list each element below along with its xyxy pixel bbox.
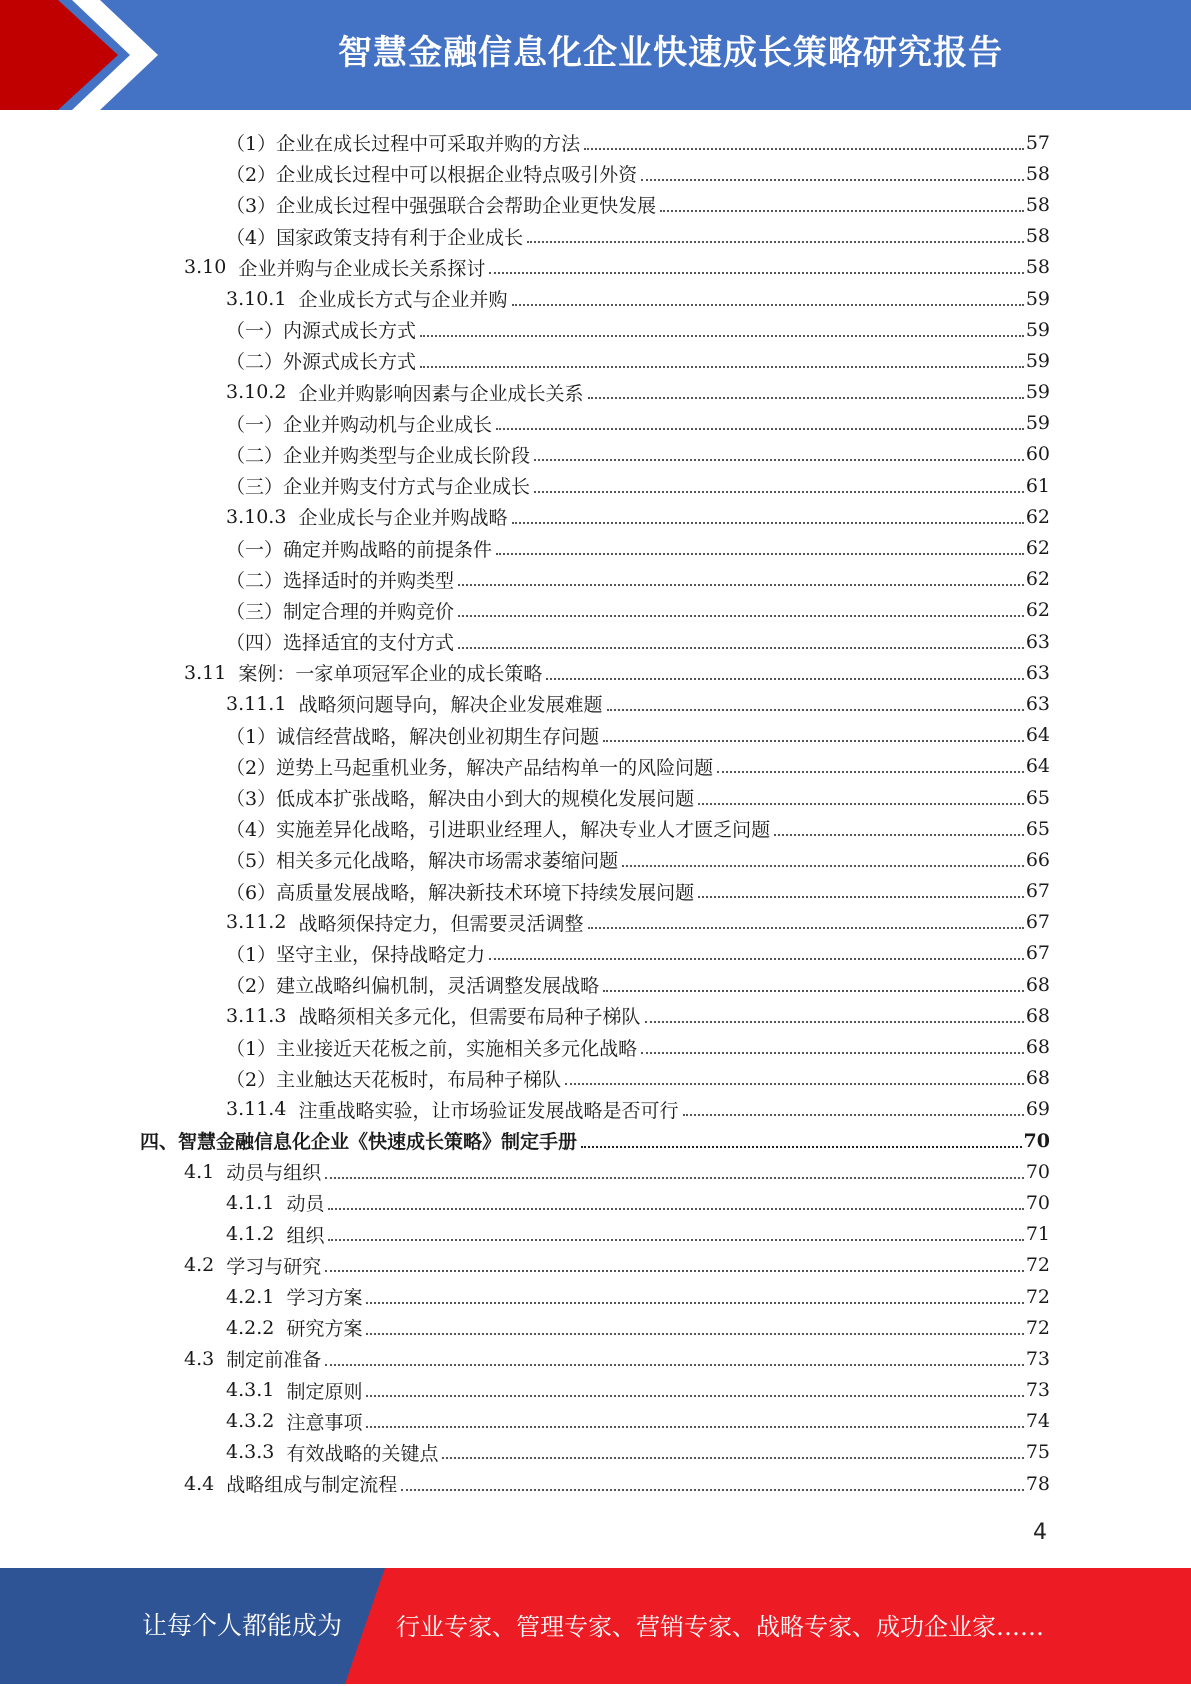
toc-entry-title: 制定原则 xyxy=(286,1380,363,1403)
toc-entry-number: 3.11.3 xyxy=(226,1004,299,1027)
toc-entry[interactable] xyxy=(140,1375,1050,1406)
page-number: 4 xyxy=(1033,1520,1047,1545)
footer-slogan-right: 行业专家、管理专家、营销专家、战略专家、成功企业家…… xyxy=(396,1613,1044,1641)
toc-entry-number: （二） xyxy=(226,351,284,374)
toc-entry-page: 65 xyxy=(1025,817,1050,840)
toc-entry-title: 企业成长方式与企业并购 xyxy=(298,289,508,312)
toc-dot-leader xyxy=(645,1021,1024,1023)
toc-dot-leader xyxy=(458,615,1024,617)
toc-entry[interactable] xyxy=(140,844,1050,875)
toc-entry-number: 3.11.4 xyxy=(226,1098,299,1121)
toc-entry-title: 逆势上马起重机业务，解决产品结构单一的风险问题 xyxy=(276,756,714,779)
toc-dot-leader xyxy=(328,1208,1023,1210)
toc-entry-number: （3） xyxy=(226,195,277,218)
toc-dot-leader xyxy=(698,896,1024,898)
toc-entry-page: 68 xyxy=(1025,1036,1050,1059)
toc-entry-page: 57 xyxy=(1025,131,1050,154)
toc-entry-page: 72 xyxy=(1025,1254,1050,1277)
toc-entry-title: 高质量发展战略，解决新技术环境下持续发展问题 xyxy=(276,881,695,904)
toc-entry-page: 59 xyxy=(1025,318,1050,341)
toc-entry-page: 58 xyxy=(1025,256,1050,279)
toc-entry-number: （三） xyxy=(226,600,284,623)
toc-dot-leader xyxy=(512,522,1024,524)
toc-entry-title: 内源式成长方式 xyxy=(283,320,417,343)
toc-entry-title: 案例：一家单项冠军企业的成长策略 xyxy=(238,663,543,686)
toc-entry-title: 注意事项 xyxy=(286,1411,363,1434)
toc-dot-leader xyxy=(534,459,1024,461)
toc-dot-leader xyxy=(458,647,1024,649)
toc-entry-page: 59 xyxy=(1025,412,1050,435)
toc-entry-number: （三） xyxy=(226,476,284,499)
toc-entry-page: 72 xyxy=(1025,1285,1050,1308)
toc-entry[interactable] xyxy=(140,221,1050,252)
toc-entry-title: 低成本扩张战略，解决由小到大的规模化发展问题 xyxy=(276,788,695,811)
toc-entry[interactable] xyxy=(140,127,1050,158)
toc-entry[interactable] xyxy=(140,1250,1050,1281)
toc-entry[interactable] xyxy=(140,938,1050,969)
toc-entry-page: 62 xyxy=(1025,505,1050,528)
toc-entry-number: 3.10.1 xyxy=(226,287,299,310)
toc-entry-page: 59 xyxy=(1025,287,1050,310)
toc-entry-page: 66 xyxy=(1025,848,1050,871)
toc-entry-number: （二） xyxy=(226,569,284,592)
toc-entry[interactable] xyxy=(140,377,1050,408)
toc-entry-number: 4.1.1 xyxy=(226,1191,287,1214)
toc-entry[interactable] xyxy=(140,470,1050,501)
toc-entry[interactable] xyxy=(140,688,1050,719)
toc-entry-page: 64 xyxy=(1025,755,1050,778)
toc-entry-number: （一） xyxy=(226,413,284,436)
toc-entry-number: （6） xyxy=(226,881,277,904)
toc-entry-title: 组织 xyxy=(286,1224,325,1247)
toc-entry[interactable] xyxy=(140,1219,1050,1250)
toc-dot-leader xyxy=(607,709,1024,711)
toc-entry-title: 有效战略的关键点 xyxy=(286,1442,439,1465)
toc-dot-leader xyxy=(489,272,1023,274)
toc-entry[interactable] xyxy=(140,657,1050,688)
toc-dot-leader xyxy=(325,1364,1024,1366)
toc-entry-title: 战略须问题导向，解决企业发展难题 xyxy=(298,694,603,717)
toc-dot-leader xyxy=(588,397,1024,399)
toc-entry-title: 企业成长与企业并购战略 xyxy=(298,507,508,530)
toc-entry-page: 70 xyxy=(1025,1191,1050,1214)
toc-dot-leader xyxy=(366,1395,1023,1397)
toc-entry-number: （5） xyxy=(226,850,277,873)
toc-entry[interactable] xyxy=(140,782,1050,813)
toc-entry-number: 4.1.2 xyxy=(226,1223,287,1246)
toc-entry[interactable] xyxy=(140,626,1050,657)
toc-entry-page: 68 xyxy=(1025,973,1050,996)
toc-dot-leader xyxy=(717,771,1024,773)
report-title: 智慧金融信息化企业快速成长策略研究报告 xyxy=(338,33,1003,73)
toc-entry-page: 67 xyxy=(1025,911,1050,934)
toc-entry-page: 68 xyxy=(1025,1067,1050,1090)
toc-dot-leader xyxy=(442,1457,1023,1459)
toc-dot-leader xyxy=(641,179,1024,181)
toc-entry-title: 战略须相关多元化，但需要布局种子梯队 xyxy=(298,1006,641,1029)
toc-entry-title: 确定并购战略的前提条件 xyxy=(283,538,493,561)
toc-entry-page: 73 xyxy=(1025,1379,1050,1402)
toc-dot-leader xyxy=(496,428,1024,430)
toc-entry-number: （4） xyxy=(226,819,277,842)
toc-entry[interactable] xyxy=(140,751,1050,782)
toc-entry-number: 4.1 xyxy=(184,1160,227,1183)
toc-entry-number: （一） xyxy=(226,538,284,561)
toc-entry-page: 58 xyxy=(1025,193,1050,216)
toc-entry-page: 59 xyxy=(1025,349,1050,372)
toc-entry-title: 战略组成与制定流程 xyxy=(226,1474,398,1497)
toc-entry-number: 四、 xyxy=(140,1131,179,1154)
toc-dot-leader xyxy=(328,1239,1023,1241)
toc-entry[interactable] xyxy=(140,907,1050,938)
toc-entry[interactable] xyxy=(140,595,1050,626)
toc-entry[interactable] xyxy=(140,1281,1050,1312)
toc-entry[interactable] xyxy=(140,283,1050,314)
toc-entry-number: （1） xyxy=(226,725,277,748)
toc-entry[interactable] xyxy=(140,1125,1050,1156)
toc-entry-number: 3.11.1 xyxy=(226,692,299,715)
toc-entry-number: （四） xyxy=(226,632,284,655)
toc-entry-page: 62 xyxy=(1025,568,1050,591)
toc-entry[interactable] xyxy=(140,345,1050,376)
toc-entry-page: 58 xyxy=(1025,225,1050,248)
toc-dot-leader xyxy=(366,1333,1023,1335)
toc-entry-title: 选择适宜的支付方式 xyxy=(283,632,455,655)
toc-entry-number: 3.10 xyxy=(184,256,239,279)
toc-entry[interactable] xyxy=(140,1312,1050,1343)
toc-entry[interactable] xyxy=(140,969,1050,1000)
toc-entry[interactable] xyxy=(140,1187,1050,1218)
toc-entry-title: 企业在成长过程中可采取并购的方法 xyxy=(276,133,581,156)
toc-entry-title: 注重战略实验，让市场验证发展战略是否可行 xyxy=(298,1099,679,1122)
toc-entry-page: 71 xyxy=(1025,1223,1050,1246)
toc-entry-title: 外源式成长方式 xyxy=(283,351,417,374)
toc-entry-number: 4.3 xyxy=(184,1347,227,1370)
toc-entry-number: （一） xyxy=(226,320,284,343)
toc-entry-title: 选择适时的并购类型 xyxy=(283,569,455,592)
toc-entry-page: 72 xyxy=(1025,1316,1050,1339)
toc-entry-number: 4.3.1 xyxy=(226,1379,287,1402)
toc-entry-number: 4.2 xyxy=(184,1254,227,1277)
toc-dot-leader xyxy=(325,1270,1024,1272)
toc-entry-page: 67 xyxy=(1025,880,1050,903)
toc-entry-page: 63 xyxy=(1025,692,1050,715)
toc-entry-title: 企业并购支付方式与企业成长 xyxy=(283,476,531,499)
toc-dot-leader xyxy=(366,1426,1023,1428)
toc-entry-title: 国家政策支持有利于企业成长 xyxy=(276,226,524,249)
toc-entry-title: 建立战略纠偏机制，灵活调整发展战略 xyxy=(276,975,600,998)
toc-dot-leader xyxy=(546,678,1023,680)
toc-entry-number: （二） xyxy=(226,444,284,467)
toc-entry-title: 诚信经营战略，解决创业初期生存问题 xyxy=(276,725,600,748)
toc-entry-page: 60 xyxy=(1025,443,1050,466)
toc-entry-number: 4.2.1 xyxy=(226,1285,287,1308)
toc-entry[interactable] xyxy=(140,501,1050,532)
toc-entry-page: 63 xyxy=(1025,661,1050,684)
toc-dot-leader xyxy=(325,1177,1024,1179)
toc-dot-leader xyxy=(603,740,1024,742)
toc-entry-title: 企业成长过程中强强联合会帮助企业更快发展 xyxy=(276,195,657,218)
toc-entry-title: 研究方案 xyxy=(286,1318,363,1341)
toc-dot-leader xyxy=(698,803,1024,805)
page-footer xyxy=(0,1568,1191,1684)
toc-dot-leader xyxy=(458,584,1024,586)
toc-entry-number: （1） xyxy=(226,1037,277,1060)
toc-entry-number: 3.11.2 xyxy=(226,911,299,934)
toc-dot-leader xyxy=(581,1146,1022,1148)
toc-entry[interactable] xyxy=(140,1156,1050,1187)
toc-entry-title: 企业并购与企业成长关系探讨 xyxy=(238,257,486,280)
toc-entry[interactable] xyxy=(140,564,1050,595)
footer-slogan-left: 让每个人都能成为 xyxy=(142,1611,343,1640)
toc-entry[interactable] xyxy=(140,1343,1050,1374)
toc-entry[interactable] xyxy=(140,813,1050,844)
toc-dot-leader xyxy=(641,1052,1024,1054)
toc-dot-leader xyxy=(603,990,1024,992)
toc-entry-title: 企业并购类型与企业成长阶段 xyxy=(283,444,531,467)
toc-entry-page: 69 xyxy=(1025,1098,1050,1121)
toc-entry-page: 67 xyxy=(1025,942,1050,965)
toc-dot-leader xyxy=(584,148,1024,150)
toc-entry-number: （2） xyxy=(226,756,277,779)
toc-dot-leader xyxy=(489,958,1024,960)
toc-entry-page: 64 xyxy=(1025,724,1050,747)
toc-entry[interactable] xyxy=(140,1031,1050,1062)
toc-entry-page: 61 xyxy=(1025,474,1050,497)
toc-dot-leader xyxy=(534,491,1024,493)
toc-entry-title: 企业并购动机与企业成长 xyxy=(283,413,493,436)
toc-entry[interactable] xyxy=(140,158,1050,189)
toc-entry-page: 63 xyxy=(1025,630,1050,653)
toc-dot-leader xyxy=(660,210,1024,212)
toc-entry-title: 战略须保持定力，但需要灵活调整 xyxy=(298,912,584,935)
toc-entry-title: 相关多元化战略，解决市场需求萎缩问题 xyxy=(276,850,619,873)
toc-entry-number: （4） xyxy=(226,226,277,249)
toc-entry-title: 制定合理的并购竞价 xyxy=(283,600,455,623)
toc-entry[interactable] xyxy=(140,408,1050,439)
toc-entry-title: 动员 xyxy=(286,1193,325,1216)
toc-entry-page: 70 xyxy=(1025,1160,1050,1183)
toc-entry-page: 73 xyxy=(1025,1347,1050,1370)
toc-entry-title: 动员与组织 xyxy=(226,1162,322,1185)
toc-entry-page: 70 xyxy=(1023,1129,1050,1152)
toc-dot-leader xyxy=(565,1083,1024,1085)
toc-entry-number: 3.10.2 xyxy=(226,381,299,404)
toc-dot-leader xyxy=(366,1302,1023,1304)
toc-entry-title: 坚守主业，保持战略定力 xyxy=(276,943,486,966)
toc-dot-leader xyxy=(420,335,1024,337)
toc-dot-leader xyxy=(774,834,1024,836)
toc-entry-title: 主业接近天花板之前，实施相关多元化战略 xyxy=(276,1037,638,1060)
toc-entry[interactable] xyxy=(140,1406,1050,1437)
toc-entry-title: 智慧金融信息化企业《快速成长策略》制定手册 xyxy=(178,1131,578,1154)
toc-entry-number: （2） xyxy=(226,164,277,187)
toc-dot-leader xyxy=(588,927,1024,929)
toc-dot-leader xyxy=(527,241,1024,243)
toc-entry-title: 实施差异化战略，引进职业经理人，解决专业人才匮乏问题 xyxy=(276,819,771,842)
page-header xyxy=(0,0,1191,110)
toc-dot-leader xyxy=(420,366,1024,368)
toc-entry-page: 78 xyxy=(1025,1472,1050,1495)
table-of-contents xyxy=(140,127,1050,1499)
toc-entry[interactable] xyxy=(140,1063,1050,1094)
toc-entry-number: 3.10.3 xyxy=(226,505,299,528)
toc-entry-page: 65 xyxy=(1025,786,1050,809)
toc-entry-title: 制定前准备 xyxy=(226,1349,322,1372)
toc-entry[interactable] xyxy=(140,876,1050,907)
toc-dot-leader xyxy=(622,865,1024,867)
toc-entry-title: 企业成长过程中可以根据企业特点吸引外资 xyxy=(276,164,638,187)
toc-entry[interactable] xyxy=(140,720,1050,751)
toc-entry-title: 主业触达天花板时，布局种子梯队 xyxy=(276,1068,562,1091)
toc-entry[interactable] xyxy=(140,314,1050,345)
toc-entry-number: 3.11 xyxy=(184,661,239,684)
toc-dot-leader xyxy=(496,553,1024,555)
toc-entry[interactable] xyxy=(140,252,1050,283)
toc-entry-title: 学习方案 xyxy=(286,1287,363,1310)
toc-entry-page: 58 xyxy=(1025,162,1050,185)
toc-entry-page: 59 xyxy=(1025,381,1050,404)
toc-entry-title: 企业并购影响因素与企业成长关系 xyxy=(298,382,584,405)
toc-entry-number: 4.3.2 xyxy=(226,1410,287,1433)
toc-entry-number: （2） xyxy=(226,1068,277,1091)
toc-entry-page: 68 xyxy=(1025,1004,1050,1027)
toc-entry[interactable] xyxy=(140,189,1050,220)
toc-entry[interactable] xyxy=(140,532,1050,563)
toc-entry-number: （2） xyxy=(226,975,277,998)
toc-entry-page: 75 xyxy=(1025,1441,1050,1464)
toc-entry-number: （1） xyxy=(226,133,277,156)
toc-dot-leader xyxy=(683,1114,1024,1116)
toc-entry-number: 4.4 xyxy=(184,1472,227,1495)
toc-entry-number: （3） xyxy=(226,788,277,811)
toc-entry[interactable] xyxy=(140,1437,1050,1468)
toc-entry[interactable] xyxy=(140,439,1050,470)
toc-entry[interactable] xyxy=(140,1468,1050,1499)
toc-entry-page: 74 xyxy=(1025,1410,1050,1433)
toc-entry[interactable] xyxy=(140,1000,1050,1031)
toc-entry-number: 4.3.3 xyxy=(226,1441,287,1464)
toc-entry-number: （1） xyxy=(226,943,277,966)
toc-entry-page: 62 xyxy=(1025,599,1050,622)
toc-dot-leader xyxy=(512,304,1024,306)
toc-dot-leader xyxy=(401,1489,1024,1491)
toc-entry-title: 学习与研究 xyxy=(226,1255,322,1278)
toc-entry-number: 4.2.2 xyxy=(226,1316,287,1339)
toc-entry[interactable] xyxy=(140,1094,1050,1125)
toc-entry-page: 62 xyxy=(1025,537,1050,560)
